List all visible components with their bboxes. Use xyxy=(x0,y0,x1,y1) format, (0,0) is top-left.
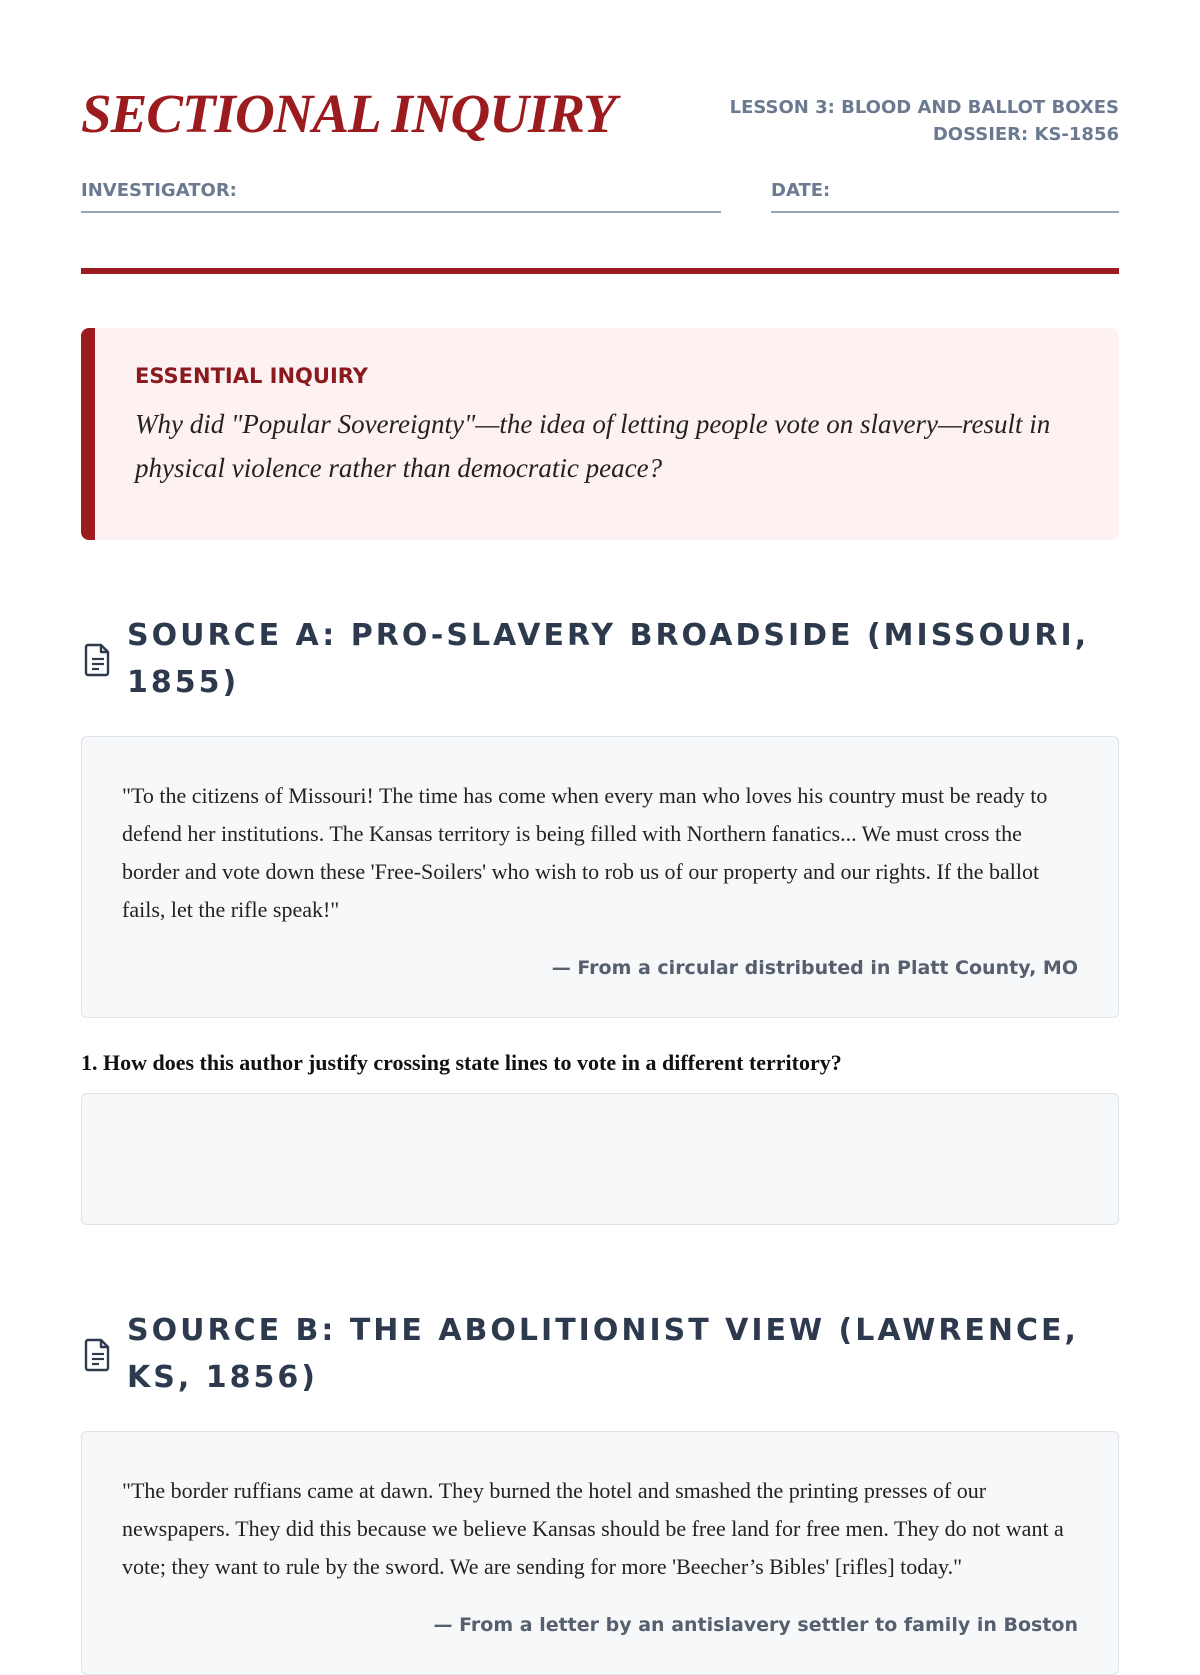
investigator-label: INVESTIGATOR: xyxy=(81,180,237,201)
question-1: 1. How does this author justify crossing state lines to vote in a different territory? xyxy=(81,1050,842,1075)
source-a-citation: — From a circular distributed in Platt County, MO xyxy=(551,957,1078,979)
lesson-meta xyxy=(730,94,1119,148)
inquiry-label: ESSENTIAL INQUIRY xyxy=(135,364,368,388)
lesson-label: LESSON 3: BLOOD AND BALLOT BOXES xyxy=(729,97,1119,118)
worksheet-header xyxy=(81,0,1119,270)
source-b-box xyxy=(81,1431,1119,1675)
source-b-heading xyxy=(81,1307,1119,1401)
header-divider xyxy=(81,268,1119,274)
answer-box-1[interactable] xyxy=(81,1093,1119,1225)
essential-inquiry-callout xyxy=(81,328,1119,540)
source-b-quote: "The border ruffians came at dawn. They burned the hotel and smashed the printing presses of our newspapers. They did this because we believe Kansas should be free land for free men. They do not want a vote; they want to rule by the sword. We are sending for more 'Beecher’s Bibles' [rifles] today." xyxy=(122,1478,1064,1579)
dossier-label: DOSSIER: KS-1856 xyxy=(932,124,1119,145)
inquiry-question: Why did "Popular Sovereignty"—the idea of letting people vote on slavery—result in physical violence rather than democratic peace? xyxy=(135,409,1051,483)
page-title: SECTIONAL INQUIRY xyxy=(81,83,616,144)
source-a-quote: "To the citizens of Missouri! The time has come when every man who loves his country must be ready to defend her institutions. The Kansas territory is being filled with Northern fanatics... We must cross the border and vote down these 'Free-Soilers' who wish to rob us of our property and our rights. If the ballot fails, let the rifle speak!" xyxy=(122,783,1048,922)
document-icon xyxy=(81,641,115,677)
source-a-box xyxy=(81,736,1119,1018)
source-b-citation: — From a letter by an antislavery settler to family in Boston xyxy=(433,1614,1078,1636)
source-a-heading xyxy=(81,612,1119,706)
date-label: DATE: xyxy=(771,180,831,201)
document-icon xyxy=(81,1336,115,1372)
source-a-title: SOURCE A: PRO-SLAVERY BROADSIDE (MISSOURI, 1855) xyxy=(127,618,1090,700)
date-field[interactable] xyxy=(771,180,1119,213)
source-b-title: SOURCE B: THE ABOLITIONIST VIEW (LAWRENCE, KS, 1856) xyxy=(127,1313,1079,1395)
investigator-field[interactable] xyxy=(81,180,721,213)
